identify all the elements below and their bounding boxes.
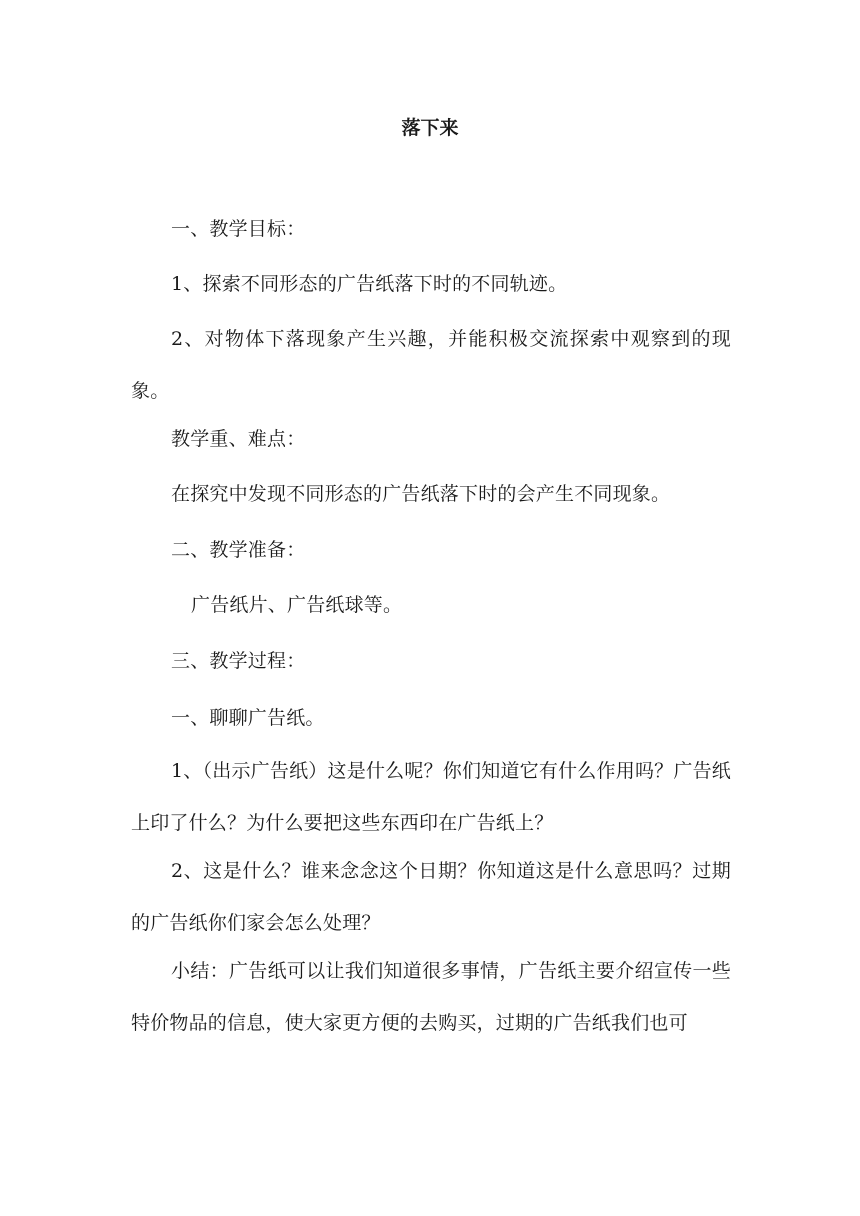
paragraph-preparation: 广告纸片、广告纸球等。 [191,594,403,616]
paragraph-teaching-goals-heading: 一、教学目标： [171,218,306,240]
document-title: 落下来 [401,117,459,139]
paragraph-goal-1: 1、探索不同形态的广告纸落下时的不同轨迹。 [171,273,568,295]
paragraph-key-points: 在探究中发现不同形态的广告纸落下时的会产生不同现象。 [171,483,671,505]
paragraph-preparation-heading: 二、教学准备： [171,539,306,561]
paragraph-step-1-heading: 一、聊聊广告纸。 [171,707,325,729]
paragraph-key-points-heading: 教学重、难点： [171,428,306,450]
paragraph-step-1-q1: 1、（出示广告纸）这是什么呢？你们知道它有什么作用吗？广告纸上印了什么？为什么要把这些东西印在广告纸上？ [131,760,731,834]
paragraph-goal-2: 2、对物体下落现象产生兴趣，并能积极交流探索中观察到的现象。 [131,328,731,402]
paragraph-summary: 小结：广告纸可以让我们知道很多事情，广告纸主要介绍宣传一些特价物品的信息，使大家更方便的去购买，过期的广告纸我们也可 [131,960,731,1034]
paragraph-process-heading: 三、教学过程： [171,650,306,672]
paragraph-step-1-q2: 2、这是什么？谁来念念这个日期？你知道这是什么意思吗？过期的广告纸你们家会怎么处理？ [131,860,731,934]
